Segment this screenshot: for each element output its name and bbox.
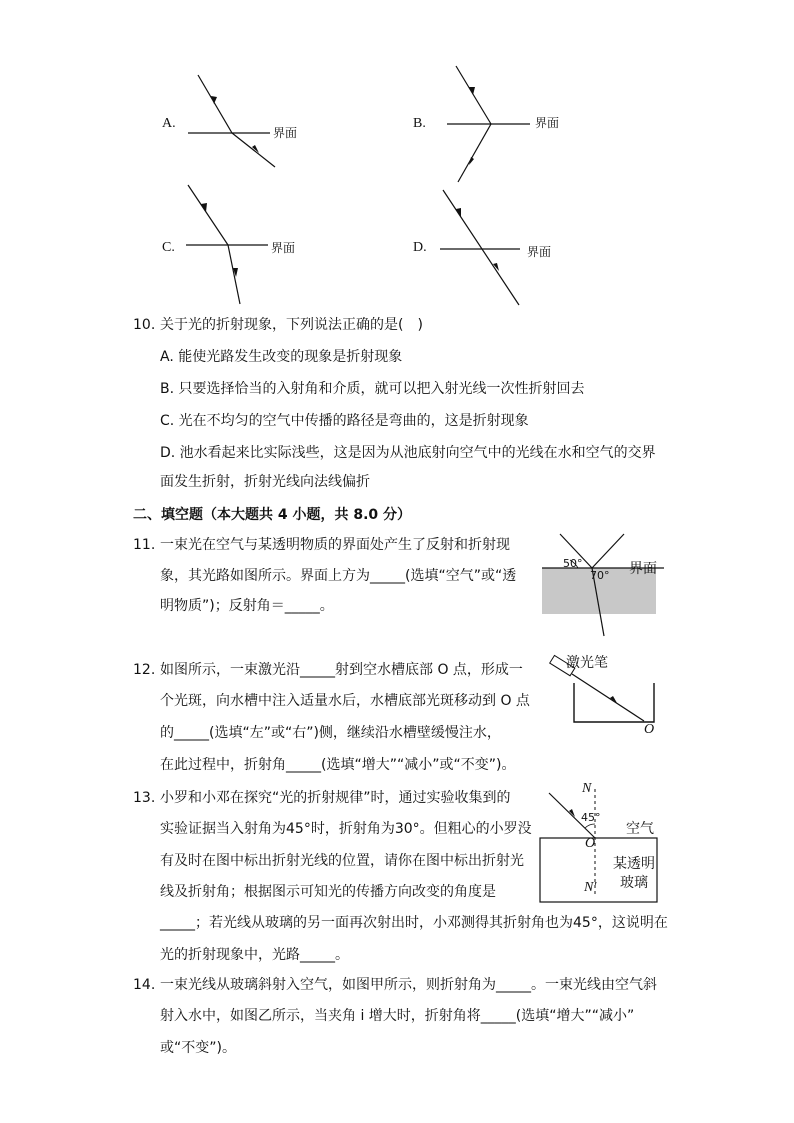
q13-line-5: _____；若光线从玻璃的另一面再次射出时，小邓测得其折射角也为45°，这说明在 [160,915,668,931]
q12-o-label: O [644,722,655,737]
q11-line-3: 明物质”)；反射角＝_____。 [160,598,334,614]
interface-label-c: 界面 [271,241,296,255]
diagram-a [188,75,275,167]
q11-line-1: 一束光在空气与某透明物质的界面处产生了反射和折射现 [160,537,510,553]
q13-n-label: N [582,781,592,796]
q13-line-3: 有及时在图中标出折射光线的位置，请你在图中标出折射光 [160,853,524,869]
q13-angle-45: 45° [581,811,601,824]
q13-line-2: 实验证据当入射角为45°时，折射角为30°。但粗心的小罗没 [160,821,532,837]
q13-air-label: 空气 [626,821,654,837]
q14-line-1: 一束光线从玻璃斜射入空气，如图甲所示，则折射角为_____。一束光线由空气斜 [160,977,657,993]
q12-line-4: 在此过程中，折射角_____(选填“增大”“减小”或“不变”)。 [160,757,516,773]
option-d-label: D. [413,240,427,255]
q13-line-4: 线及折射角；根据图示可知光的传播方向改变的角度是 [160,884,496,900]
q11-angle-50: 50° [563,557,583,570]
diagram-d [440,190,520,305]
interface-label-a: 界面 [273,126,298,140]
q12-laser-label: 激光笔 [566,655,608,671]
q13-o-label: O [585,836,596,851]
fig9-diagrams [0,0,794,320]
q11-line-2: 象，其光路如图所示。界面上方为_____(选填“空气”或“透 [160,568,517,584]
q12-line-1: 如图所示，一束激光沿_____射到空水槽底部 O 点，形成一 [160,662,523,678]
q13-glass-label-2: 玻璃 [620,875,648,891]
q10-option-c: C. 光在不均匀的空气中传播的路径是弯曲的，这是折射现象 [160,413,529,429]
q14-line-3: 或“不变”)。 [160,1040,236,1056]
q12-line-2: 个光斑，向水槽中注入适量水后，水槽底部光斑移动到 O 点 [160,693,530,709]
q10-stem: 关于光的折射现象，下列说法正确的是( ) [160,317,423,333]
q11-number: 11. [133,537,156,553]
q12-line-3: 的_____(选填“左”或“右”)侧，继续沿水槽壁缓慢注水， [160,725,501,741]
option-c-label: C. [162,240,175,255]
q11-angle-70: 70° [590,569,610,582]
option-a-label: A. [162,116,176,131]
option-b-label: B. [413,116,426,131]
q10-option-d-cont: 面发生折射，折射光线向法线偏折 [160,474,370,490]
q13-line-6: 光的折射现象中，光路_____。 [160,947,349,963]
q12-number: 12. [133,662,156,678]
diagram-c [186,185,268,304]
q11-figure [540,532,670,642]
interface-label-d: 界面 [527,245,552,259]
interface-label-b: 界面 [535,116,560,130]
q11-interface-label: 界面 [629,561,657,577]
q13-n-prime-label: N′ [584,880,597,895]
q10-option-a: A. 能使光路发生改变的现象是折射现象 [160,349,403,365]
diagram-b [447,66,530,182]
q14-number: 14. [133,977,156,993]
section-2-title: 二、填空题（本大题共 4 小题，共 8.0 分） [133,507,412,523]
q10-number: 10. [133,317,156,333]
q10-option-b: B. 只要选择恰当的入射角和介质，就可以把入射光线一次性折射回去 [160,381,585,397]
q14-line-2: 射入水中，如图乙所示，当夹角 i 增大时，折射角将_____(选填“增大”“减小” [160,1008,635,1024]
q10-option-d: D. 池水看起来比实际浅些，这是因为从池底射向空气中的光线在水和空气的交界 [160,445,656,461]
q13-glass-label-1: 某透明 [613,856,655,872]
q13-line-1: 小罗和小邓在探究“光的折射规律”时，通过实验收集到的 [160,790,511,806]
q13-number: 13. [133,790,156,806]
